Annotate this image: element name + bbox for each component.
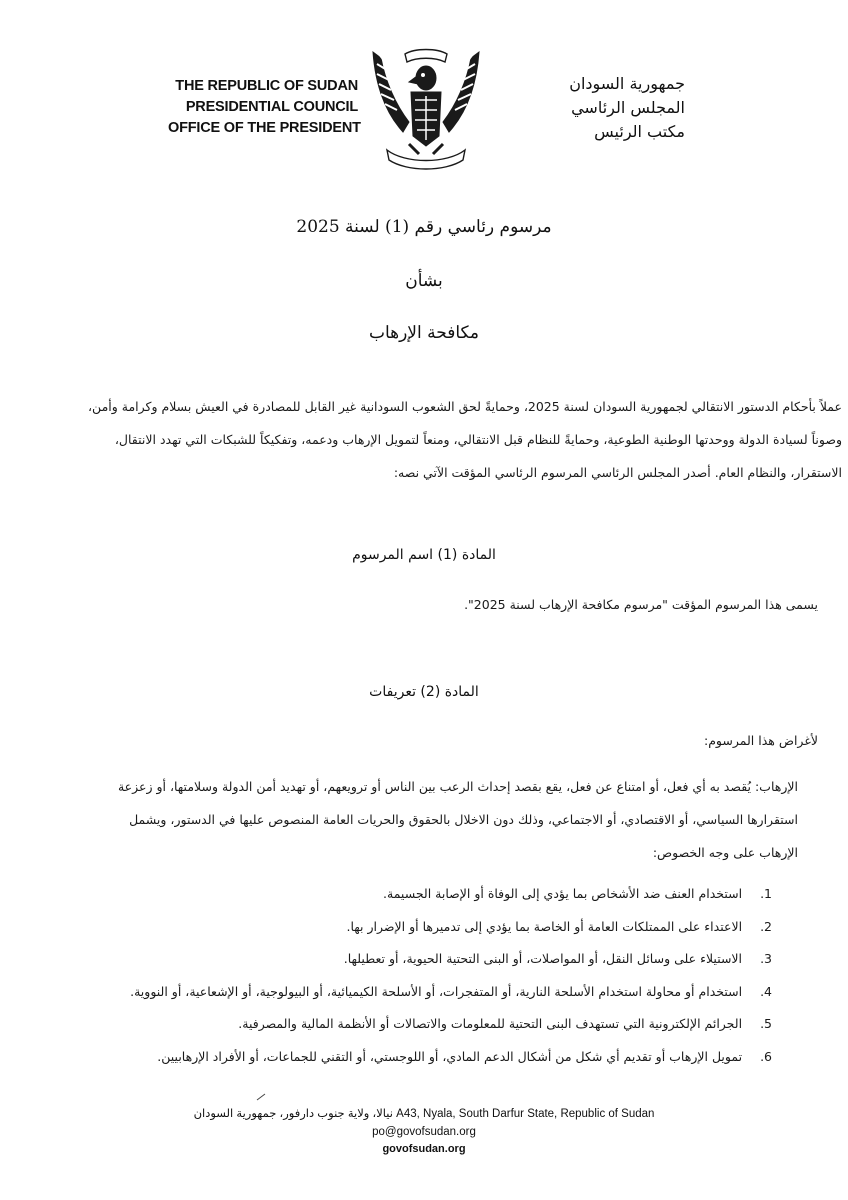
preamble-line: عملاً بأحكام الدستور الانتقالي لجمهورية السودان لسنة 2025، وحمايةً لحق الشعوب السودانية غير القابل للمصادرة في العيش بسلام وكرامة وأمن، [88, 399, 842, 414]
footer-address: نيالا، ولاية جنوب دارفور، جمهورية السودان A43, Nyala, South Darfur State, Republic of Sudan [193, 1108, 655, 1120]
definition-line: الإرهاب على وجه الخصوص: [652, 845, 798, 860]
letterhead-en-line: PRESIDENTIAL COUNCIL [185, 99, 358, 115]
letterhead-ar-line: جمهورية السودان [569, 74, 685, 93]
article-1-heading: المادة (1) اسم المرسوم [352, 547, 496, 563]
list-item-number: 5. [760, 1016, 772, 1031]
article-2-purposes: لأغراض هذا المرسوم: [703, 733, 818, 748]
list-item-number: 6. [760, 1048, 772, 1064]
preamble-line: وصوناً لسيادة الدولة ووحدتها الوطنية الطوعية، وحمايةً للنظام قبل الانتقالي، ومنعاً لتمويل الإرهاب ودعمه، وتفكيكاً للشبكات التي تهدد الانتقال، [114, 432, 842, 447]
letterhead-arabic [500, 72, 685, 144]
list-item-number: 3. [760, 951, 772, 966]
list-item-number: 2. [760, 918, 772, 934]
letterhead-english [168, 76, 361, 139]
list-item [130, 878, 772, 911]
list-item-text: الاعتداء على الممتلكات العامة أو الخاصة بما يؤدي إلى تدميرها أو الإضرار بها. [346, 918, 743, 934]
decree-concerning: بشأن [405, 271, 443, 291]
article-1-text: يسمى هذا المرسوم المؤقت "مرسوم مكافحة الإرهاب لسنة 2025". [464, 597, 818, 612]
list-item-number: 1. [760, 886, 772, 901]
list-item [130, 976, 772, 1009]
definition-line: الإرهاب: يُقصد به أي فعل، أو امتناع عن فعل، يقع بقصد إحداث الرعب بين الناس أو ترويعهم، أو تهديد أمن الدولة وسلامتها، أو زعزعة [117, 779, 798, 794]
preamble-paragraph [30, 390, 842, 489]
footer-website[interactable]: govofsudan.org [382, 1143, 466, 1155]
decree-subject: مكافحة الإرهاب [368, 323, 480, 343]
list-item [130, 1008, 772, 1041]
list-item-text: استخدام العنف ضد الأشخاص بما يؤدي إلى الوفاة أو الإصابة الجسيمة. [383, 886, 743, 901]
list-item-text: استخدام أو محاولة استخدام الأسلحة النارية، أو المتفجرات، أو الأسلحة الكيميائية، أو البيولوجية، أو الإشعاعية، أو النووية. [130, 983, 743, 999]
terrorism-definition [18, 770, 798, 869]
list-item [130, 911, 772, 944]
letterhead-ar-line: مكتب الرئيس [594, 122, 685, 141]
list-item-text: الاستيلاء على وسائل النقل، أو المواصلات، أو البنى التحتية الحيوية، أو تعطيلها. [343, 951, 743, 966]
article-2-heading: المادة (2) تعريفات [369, 684, 479, 700]
letterhead-en-line: THE REPUBLIC OF SUDAN [175, 78, 358, 94]
republic-emblem-icon [365, 40, 487, 170]
list-item [130, 1041, 772, 1074]
letterhead-ar-line: المجلس الرئاسي [571, 98, 685, 117]
list-item-text: الجرائم الإلكترونية التي تستهدف البنى التحتية للمعلومات والاتصالات أو الأنظمة المالية والمصرفية. [238, 1016, 743, 1031]
preamble-line: الاستقرار، والنظام العام. أصدر المجلس الرئاسي المرسوم الرئاسي المؤقت الآتي نصه: [393, 465, 842, 480]
footer-email[interactable]: po@govofsudan.org [372, 1126, 476, 1138]
decree-title: مرسوم رئاسي رقم (1) لسنة 2025 [296, 217, 552, 237]
terrorism-acts-list [130, 878, 772, 1073]
list-item-number: 4. [760, 983, 772, 999]
definition-line: استقرارها السياسي، أو الاقتصادي، أو الاجتماعي، وذلك دون الاخلال بالحقوق والحريات العامة المنصوص عليها في الدستور، ويشمل [129, 812, 798, 827]
pen-mark-icon [256, 1093, 266, 1101]
list-item [130, 943, 772, 976]
letterhead-en-line: OFFICE OF THE PRESIDENT [168, 120, 361, 136]
list-item-text: تمويل الإرهاب أو تقديم أي شكل من أشكال الدعم المادي، أو اللوجستي، أو التقني للجماعات، أو الأفراد الإرهابيين. [157, 1048, 743, 1064]
